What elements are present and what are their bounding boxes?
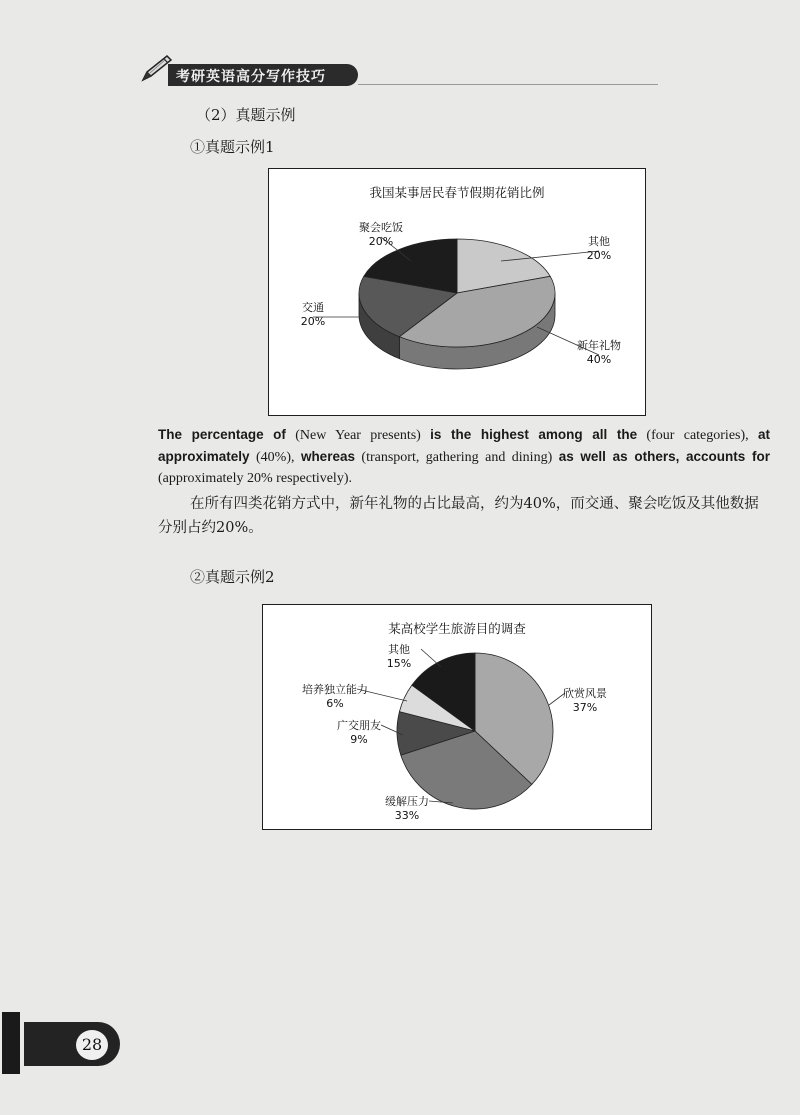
- slice-value-label: 6%: [326, 697, 344, 710]
- template-variable-text: (New Year presents): [285, 428, 431, 443]
- template-fixed-text: at approximately: [158, 427, 770, 464]
- page-header: [140, 54, 460, 88]
- template-fixed-text: The percentage of: [158, 427, 286, 442]
- example-2-label: ②真题示例2: [190, 568, 275, 586]
- example-1-label: ①真题示例1: [190, 138, 275, 156]
- slice-category-label: 交通: [302, 301, 324, 314]
- pie-chart-2: [262, 604, 652, 830]
- slice-category-label: 其他: [588, 235, 610, 248]
- page-edge-mark: [2, 1012, 20, 1074]
- template-variable-text: (40%),: [249, 450, 301, 465]
- template-variable-text: (approximately 20% respectively).: [158, 471, 352, 486]
- slice-value-label: 33%: [394, 809, 420, 822]
- section-title: （2）真题示例: [196, 106, 296, 124]
- template-variable-text: (four categories),: [637, 428, 758, 443]
- page-number: 28: [76, 1030, 108, 1060]
- slice-value-label: 40%: [586, 353, 612, 366]
- template-fixed-text: whereas: [300, 449, 355, 464]
- chinese-translation: 在所有四类花销方式中，新年礼物的占比最高，约为40%，而交通、聚会吃饭及其他数据分别占约20%。: [158, 496, 759, 536]
- chart-1-title: 我国某事居民春节假期花销比例: [369, 185, 545, 200]
- slice-value-label: 20%: [368, 235, 394, 248]
- template-fixed-text: is the highest among all the: [430, 427, 638, 442]
- slice-value-label: 20%: [586, 249, 612, 262]
- slice-category-label: 欣赏风景: [563, 687, 607, 700]
- template-variable-text: (transport, gathering and dining): [354, 450, 559, 465]
- label-leader-line: [421, 649, 441, 667]
- slice-category-label: 广交朋友: [337, 719, 381, 732]
- pie-chart-1: [268, 168, 646, 416]
- running-title: 考研英语高分写作技巧: [176, 69, 326, 85]
- slice-value-label: 15%: [386, 657, 412, 670]
- chart-2-title: 某高校学生旅游目的调查: [388, 621, 526, 636]
- slice-value-label: 37%: [572, 701, 598, 714]
- template-fixed-text: as well as others, accounts for: [558, 449, 770, 464]
- pie-chart-1-svg: [269, 169, 645, 415]
- header-rule: [358, 84, 658, 85]
- slice-value-label: 9%: [350, 733, 368, 746]
- slice-category-label: 新年礼物: [577, 339, 621, 352]
- english-template-sentence: [158, 424, 770, 489]
- pie-chart-2-svg: [263, 605, 651, 829]
- slice-category-label: 聚会吃饭: [359, 221, 403, 234]
- slice-category-label: 其他: [388, 643, 410, 656]
- slice-category-label: 培养独立能力: [302, 683, 368, 696]
- slice-category-label: 缓解压力: [385, 795, 429, 808]
- slice-value-label: 20%: [300, 315, 326, 328]
